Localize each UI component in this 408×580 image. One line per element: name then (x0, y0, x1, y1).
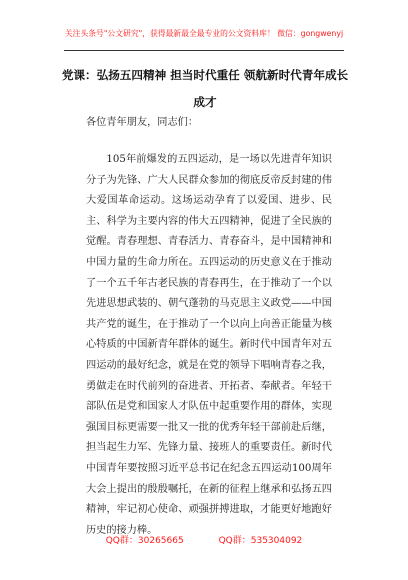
greeting: 各位青年朋友，同志们： (86, 117, 199, 128)
qq-group-2: QQ群：535304092 (218, 536, 303, 546)
header-divider (64, 50, 344, 51)
body-paragraph: 105年前爆发的五四运动，是一场以先进青年知识分子为先锋、广大人民群众参加的彻底反帝反封建的伟大爱国革命运动。这场运动孕育了以爱国、进步、民主、科学为主要内容的伟大五四精神，促进了全民族的觉醒。青春理想、青春活力、青春奋斗，是中国精神和中国力量的生命力所在。五四运动的历史意义在于推动了一个五千年古老民族的青春再生，在于推动了一个以先进思想武装的、朝气蓬勃的马克思主义政党——中国共产党的诞生，在于推动了一个以向上向善正能量为核心特质的中国新青年群体的诞生。新时代中国青年对五四运动的最好纪念，就是在党的领导下唱响青春之我，勇做走在时代前列的奋进者、开拓者、奉献者。年轻干部队伍是党和国家人才队伍中起重要作用的群体，实现强国目标更需要一批又一批的优秀年轻干部前赴后继，担当起生力军、先锋力量、接班人的重要责任。新时代中国青年要按照习近平总书记在纪念五四运动100周年大会上提出的殷殷嘱托，在新的征程上继承和弘扬五四精神，牢记初心使命、顽强拼搏进取，才能更好地跑好历史的接力棒。 (86, 154, 332, 536)
qq-group-1: QQ群：30265665 (105, 536, 184, 546)
footer-contacts (0, 533, 408, 546)
document-title: 党课：弘扬五四精神 担当时代重任 领航新时代青年成长成才 (61, 68, 349, 109)
promo-header: 关注头条号"公文研究"，获得最新最全最专业的公文资料库！ 微信：gongwenyj (64, 29, 344, 38)
